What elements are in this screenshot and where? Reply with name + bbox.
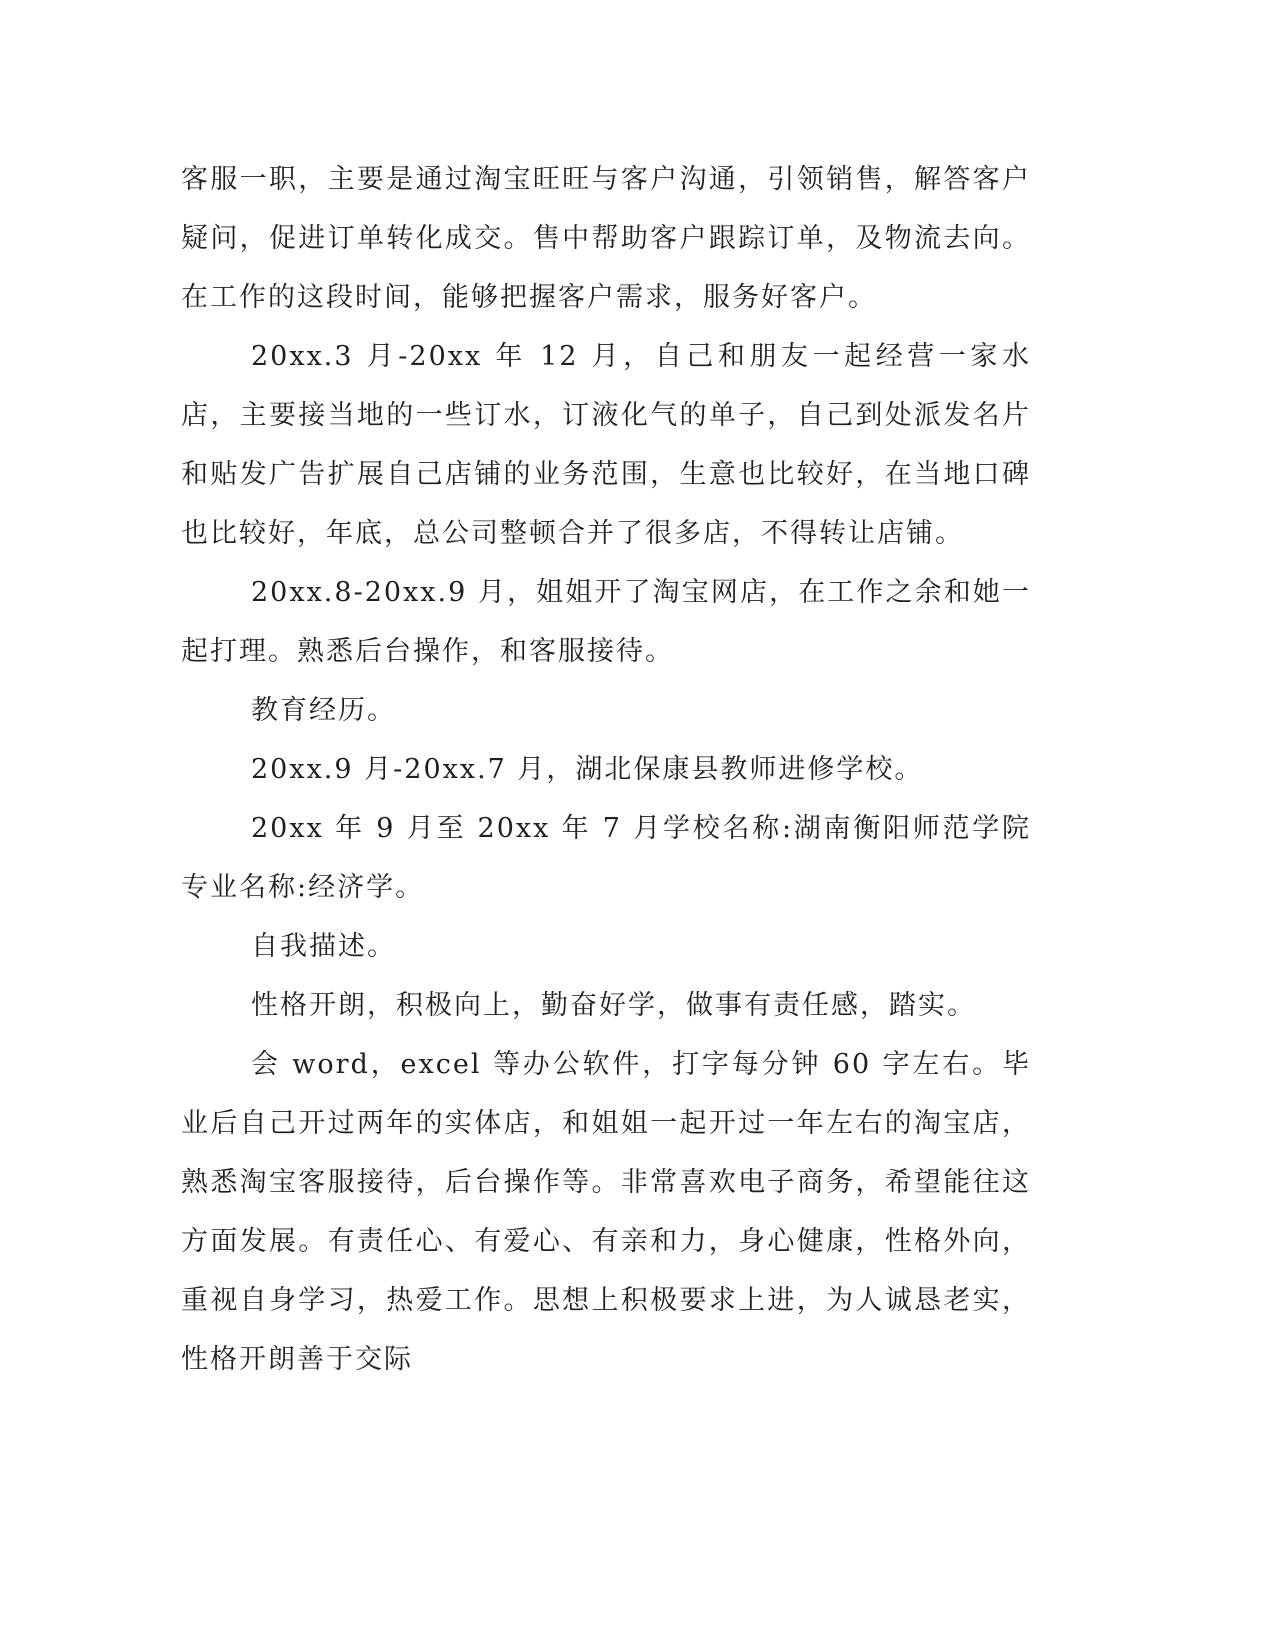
paragraph-education-1: 20xx.9 月-20xx.7 月，湖北保康县教师进修学校。: [251, 754, 924, 785]
paragraph-taobao-shop: 20xx.8-20xx.9 月，姐姐开了淘宝网店，在工作之余和她一起打理。熟悉后台操作，和客服接待。: [181, 577, 1031, 667]
section-heading-education: 教育经历。: [251, 695, 396, 726]
document-body: [181, 150, 1031, 1389]
paragraph-water-shop: 20xx.3 月-20xx 年 12 月，自己和朋友一起经营一家水店，主要接当地的一些订水，订液化气的单子，自己到处派发名片和贴发广告扩展自己店铺的业务范围，生意也比较好，在当地口碑也比较好，年底，总公司整顿合并了很多店，不得转让店铺。: [181, 341, 1031, 549]
paragraph-skills: 会 word，excel 等办公软件，打字每分钟 60 字左右。毕业后自己开过两年的实体店，和姐姐一起开过一年左右的淘宝店，熟悉淘宝客服接待，后台操作等。非常喜欢电子商务，希望能往这方面发展。有责任心、有爱心、有亲和力，身心健康，性格外向，重视自身学习，热爱工作。思想上积极要求上进，为人诚恳老实，性格开朗善于交际: [181, 1049, 1031, 1375]
paragraph-customer-service: 客服一职，主要是通过淘宝旺旺与客户沟通，引领销售，解答客户疑问，促进订单转化成交。售中帮助客户跟踪订单，及物流去向。在工作的这段时间，能够把握客户需求，服务好客户。: [181, 164, 1031, 313]
paragraph-education-2: 20xx 年 9 月至 20xx 年 7 月学校名称:湖南衡阳师范学院专业名称:经济学。: [181, 813, 1031, 903]
section-heading-self-description: 自我描述。: [251, 931, 396, 962]
paragraph-personality: 性格开朗，积极向上，勤奋好学，做事有责任感，踏实。: [251, 990, 976, 1021]
